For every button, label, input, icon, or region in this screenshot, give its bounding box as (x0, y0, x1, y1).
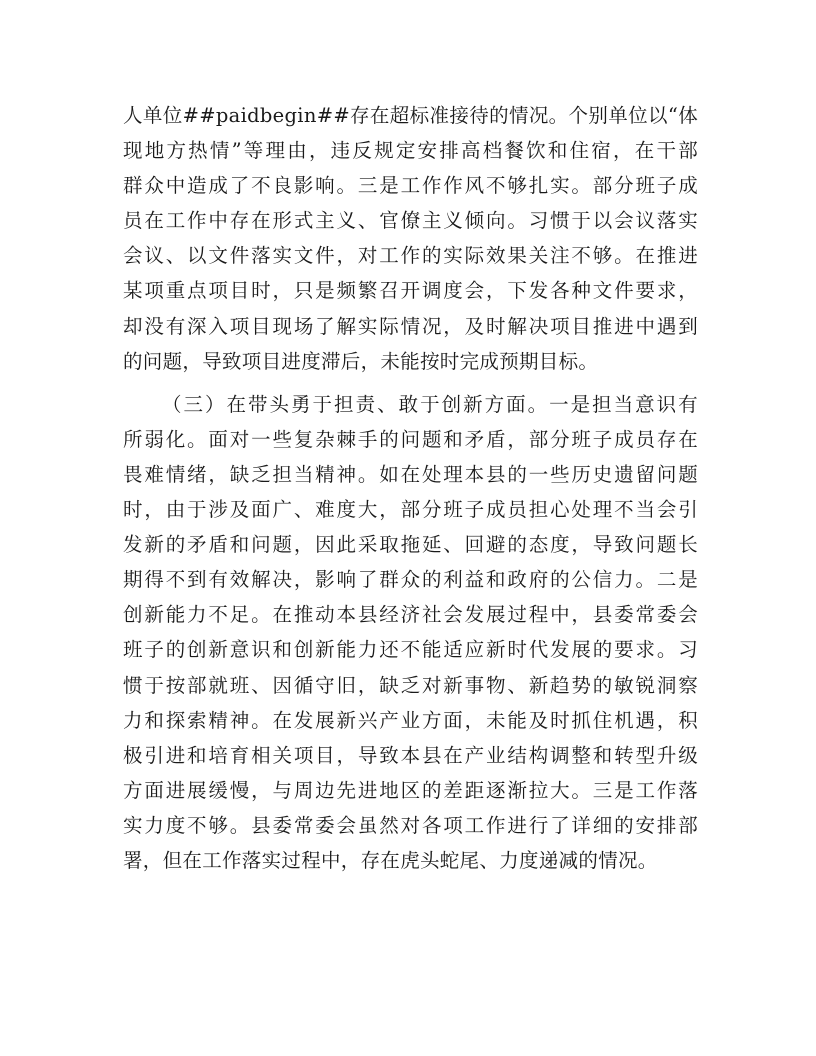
text-line: 群众中造成了不良影响。三是工作作风不够扎实。部分班子成 (123, 174, 698, 198)
text-line: 力和探索精神。在发展新兴产业方面，未能及时抓住机遇，积 (123, 708, 698, 732)
text-line: 现地方热情”等理由，违反规定安排高档餐饮和住宿，在干部 (123, 139, 698, 163)
paragraph-gap (123, 379, 698, 387)
text-line: 班子的创新意识和创新能力还不能适应新时代发展的要求。习 (123, 638, 698, 662)
text-line: 某项重点项目时，只是频繁召开调度会，下发各种文件要求， (123, 279, 698, 303)
text-line: 实力度不够。县委常委会虽然对各项工作进行了详细的安排部 (123, 813, 698, 837)
text-line: 署，但在工作落实过程中，存在虎头蛇尾、力度递减的情况。 (123, 848, 658, 872)
text-line: 方面进展缓慢，与周边先进地区的差距逐渐拉大。三是工作落 (123, 778, 698, 802)
text-line: 员在工作中存在形式主义、官僚主义倾向。习惯于以会议落实 (123, 209, 698, 233)
text-line: 惯于按部就班、因循守旧，缺乏对新事物、新趋势的敏锐洞察 (123, 673, 698, 697)
text-line: 极引进和培育相关项目，导致本县在产业结构调整和转型升级 (123, 743, 698, 767)
text-line: （三）在带头勇于担责、敢于创新方面。一是担当意识有 (162, 392, 698, 416)
text-line: 的问题，导致项目进度滞后，未能按时完成预期目标。 (123, 349, 599, 373)
text-line: 畏难情绪，缺乏担当精神。如在处理本县的一些历史遗留问题 (123, 462, 698, 486)
document-body (123, 98, 698, 878)
text-line: 人单位##paidbegin##存在超标准接待的情况。个别单位以“体 (123, 104, 698, 127)
paragraph-1 (123, 98, 698, 379)
paragraph-2 (123, 387, 698, 878)
text-line: 创新能力不足。在推动本县经济社会发展过程中，县委常委会 (123, 603, 698, 627)
text-line: 却没有深入项目现场了解实际情况，及时解决项目推进中遇到 (123, 314, 698, 338)
text-line: 会议、以文件落实文件，对工作的实际效果关注不够。在推进 (123, 244, 698, 268)
text-line: 时，由于涉及面广、难度大，部分班子成员担心处理不当会引 (123, 498, 698, 522)
text-line: 发新的矛盾和问题，因此采取拖延、回避的态度，导致问题长 (123, 533, 698, 557)
text-line: 所弱化。面对一些复杂棘手的问题和矛盾，部分班子成员存在 (123, 427, 698, 451)
text-line: 期得不到有效解决，影响了群众的利益和政府的公信力。二是 (123, 568, 698, 592)
